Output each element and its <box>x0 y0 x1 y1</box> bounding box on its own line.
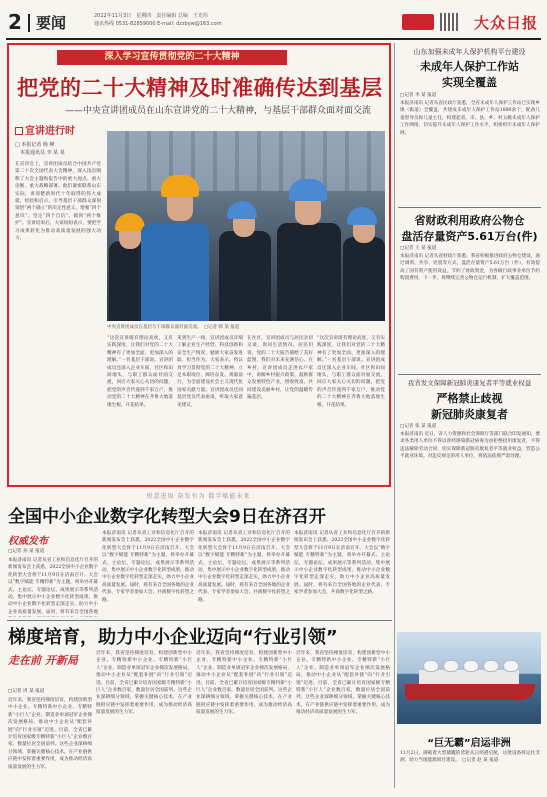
page-number: 2 <box>8 10 22 34</box>
story3-headline-line1: 严格禁止歧视 <box>436 392 503 405</box>
feature-column-2: “这次宣讲既有理论高度，又有实践深度，让我们对党的二十大精神有了更加全面、更加深入的理解。”一名基层干部说。宣讲团成员还深入企业车间、社区和田间地头，与职工群众面对面交流，回应大家关心关切的问题，把党的声音传递到千家万户，推动党的二十大精神在齐鲁大地落地生根、开花结果。 <box>107 336 173 408</box>
story-b-column-2: 近年来，我省坚持梯度培育，构建创新型中小企业、专精特新中小企业、专精特新“小巨人”企业、制造业单项冠军企业梯次发展格局，推动中小企业从“配套补链”向“行业引领”迈进。目前，全省已累计培育国家级专精特新“小巨人”企业数百家，数量位居全国前列。这些企业深耕细分领域，掌握关键核心技术，在产业链供应链中发挥着重要作用，成为推动经济高质量发展的生力军。 <box>96 651 192 716</box>
column-divider <box>394 43 395 788</box>
masthead-meta-line1: 2022年11月3日 星期四 责任编辑 总编 王光伟 <box>94 13 208 19</box>
story3-byline: □记者 张 某 报道 <box>400 424 437 429</box>
section-title: 要闻 <box>36 14 67 32</box>
newspaper-logo: 大众日报 <box>474 14 539 32</box>
story-separator <box>398 207 541 208</box>
feature-banner: 深入学习宣传贯彻党的二十大精神 <box>57 50 287 65</box>
story1-headline-line2: 实现全覆盖 <box>442 76 497 89</box>
story-b-byline: □记者 周 某 报道 <box>8 689 45 694</box>
story3-headline-line2: 新冠肺炎康复者 <box>431 408 508 421</box>
story1-body: 本报济南讯 记者从省民政厅获悉，全省未成年人保护工作站已实现乡镇（街道）全覆盖，共建成未成年人保护工作站1800余个，配备儿童督导员和儿童主任，构建起省、市、县、乡、村五级未成年人保护工作网络，切实提升未成年人保护工作水平，织密织牢未成年人保护网。 <box>400 101 540 136</box>
story1-kicker: 山东加强未成年人保护机构平台建设 <box>413 48 526 56</box>
feature-headline: 把党的二十大精神及时准确传达到基层 <box>17 76 383 100</box>
feature-subhead: ——中央宣讲团成员在山东宣讲党的二十大精神，与基层干部群众面对面交流 <box>65 106 372 116</box>
story2-byline: □记者 王 某 报道 <box>400 246 437 251</box>
story-a-headline: 全国中小企业数字化转型大会9日在济召开 <box>8 507 326 527</box>
feature-photo <box>107 131 385 321</box>
masthead-meta <box>94 12 294 28</box>
masthead-divider <box>28 14 30 32</box>
story-b-column-1: 近年来，我省坚持梯度培育，构建创新型中小企业、专精特新中小企业、专精特新“小巨人”企业、制造业单项冠军企业梯次发展格局，推动中小企业从“配套补链”向“行业引领”迈进。目前，全省已累计培育国家级专精特新“小巨人”企业数百家，数量位居全国前列。这些企业深耕细分领域，掌握关键核心技术，在产业链供应链中发挥着重要作用，成为推动经济高质量发展的生力军。 <box>8 698 92 770</box>
story2-body: 本报济南讯 记者从省财政厅获悉，我省积极推进政府公物仓建设，通过调剂、共享、处置等方式，盘活存量资产5.61万台（件），有效提高了国有资产使用效益，节约了财政资金，为各级行政事业单位节约购置费用。下一步，将继续完善公物仓运行机制，扩大覆盖范围。 <box>400 254 540 282</box>
story1-headline-line1: 未成年人保护工作站 <box>420 60 519 73</box>
story-a-column-4: 本报济南讯 记者从省工业和信息化厅召开的新闻发布会上获悉，2022全国中小企业数字化转型大会将于11月9日在济南召开。大会以“数字赋能 专精特新”为主题，将举办开幕式、主论坛、专题论坛、成果展示等系列活动，集中展示中小企业数字化转型成果，推动中小企业数字化转型走深走实，助力中小企业高质量发展。届时，将有来自全国各地的企业代表、专家学者参加大会，共商数字化转型之路。 <box>294 531 390 596</box>
masthead <box>6 6 541 40</box>
story-a-byline: □记者 孙 某 报道 <box>8 549 45 554</box>
ship-photo-caption: 11月2日，满载着大型储罐的货轮从日照港启航，这批设备将运往非洲，助力当地能源项目建设。 □记者 赵 某 报道 <box>400 751 540 764</box>
story2-headline-line2: 盘活存量资产5.61万台(件) <box>401 230 538 243</box>
story-b-kicker: 走在前 开新局 <box>8 654 78 667</box>
qr-code-icon <box>440 13 458 31</box>
feature-kicker-label: 宣讲进行时 <box>25 126 75 137</box>
ship-photo-title: “巨无霸”启运非洲 <box>427 738 511 749</box>
feature-kicker <box>15 122 75 137</box>
story-separator <box>7 620 392 621</box>
story2-headline-line1: 省财政利用政府公物仓 <box>414 214 525 227</box>
story-b-headline: 梯度培育，助力中小企业迈向“行业引领” <box>8 627 338 648</box>
story3-kicker: 我省发文保障新冠肺炎康复者平等就业权益 <box>407 379 532 387</box>
story-a-column-3: 本报济南讯 记者从省工业和信息化厅召开的新闻发布会上获悉，2022全国中小企业数字化转型大会将于11月9日在济南召开。大会以“数字赋能 专精特新”为主题，将举办开幕式、主论坛、专题论坛、成果展示等系列活动，集中展示中小企业数字化转型成果，推动中小企业数字化转型走深走实，助力中小企业高质量发展。届时，将有来自全国各地的企业代表、专家学者参加大会，共商数字化转型之路。 <box>198 531 290 603</box>
masthead-meta-line2: 通讯热线 0531-82859000 E-mail: dzzbyw@163.com <box>94 21 222 27</box>
feature-column-4: 在社区，宣讲团成员与居民亲切交谈，询问生活情况。居民们说，党的二十大报告描绘了美好蓝图，我们对未来充满信心。在乡村，宣讲团成员走进农户家中，讲解乡村振兴政策，鼓励群众发展特色产业，增收致富，共同建设美丽乡村，让党的温暖传遍基层。 <box>247 336 313 401</box>
story-a-column-2: 本报济南讯 记者从省工业和信息化厅召开的新闻发布会上获悉，2022全国中小企业数字化转型大会将于11月9日在济南召开。大会以“数字赋能 专精特新”为主题，将举办开幕式、主论坛、专题论坛、成果展示等系列活动，集中展示中小企业数字化转型成果，推动中小企业数字化转型走深走实，助力中小企业高质量发展。届时，将有来自全国各地的企业代表、专家学者参加大会，共商数字化转型之路。 <box>102 531 194 603</box>
feature-column-3: 来到生产一线，宣讲团成员详细了解企业生产经营、科技创新和安全生产情况，勉励大家奋发进取、担当作为。大家表示，将认真学习贯彻党的二十大精神，立足本职岗位，踔厉奋发、勇毅前行，为全面建设社会主义现代化国家贡献力量。宣讲团成员还同基层党员代表座谈，听取大家意见建议。 <box>177 336 243 408</box>
story-separator <box>398 374 541 375</box>
story-a-column-1: 本报济南讯 记者从省工业和信息化厅召开的新闻发布会上获悉，2022全国中小企业数字化转型大会将于11月9日在济南召开。大会以“数字赋能 专精特新”为主题，将举办开幕式、主论坛、专题论坛、成果展示等系列活动，集中展示中小企业数字化转型成果，推动中小企业数字化转型走深走实，助力中小企业高质量发展。届时，将有来自全国各地 <box>8 558 98 615</box>
feature-byline: □ 本报记者 杨 峰 本报通讯员 李 某 某 <box>15 142 65 156</box>
story1-byline: □记者 李 某 报道 <box>400 93 437 98</box>
slogan-strip: 锐意进取 奋发有为 数字赋能未来 <box>146 493 251 500</box>
feature-article <box>7 43 391 487</box>
feature-photo-caption: 中央宣讲团成员在基层与干部群众面对面交流。 □记者 韩 某 报道 <box>107 325 240 330</box>
ship-photo <box>397 632 541 724</box>
story-b-column-4: 近年来，我省坚持梯度培育，构建创新型中小企业、专精特新中小企业、专精特新“小巨人”企业、制造业单项冠军企业梯次发展格局，推动中小企业从“配套补链”向“行业引领”迈进。目前，全省已累计培育国家级专精特新“小巨人”企业数百家，数量位居全国前列。这些企业深耕细分领域，掌握关键核心技术，在产业链供应链中发挥着重要作用，成为推动经济高质量发展的生力军。 <box>296 651 390 716</box>
story-a-kicker: 权威发布 <box>8 536 48 547</box>
story-b-column-3: 近年来，我省坚持梯度培育，构建创新型中小企业、专精特新中小企业、专精特新“小巨人”企业、制造业单项冠军企业梯次发展格局，推动中小企业从“配套补链”向“行业引领”迈进。目前，全省已累计培育国家级专精特新“小巨人”企业数百家，数量位居全国前列。这些企业深耕细分领域，掌握关键核心技术，在产业链供应链中发挥着重要作用，成为推动经济高质量发展的生力军。 <box>196 651 292 716</box>
kicker-flag-icon <box>15 127 23 135</box>
brand-badge-icon <box>402 14 434 30</box>
story3-body: 本报济南讯 近日，省人力资源和社会保障厅等部门联合印发通知，要求各类用人单位不得以曾经感染新冠病毒为由拒绝招用康复者，不得违法解除劳动合同，切实保障新冠肺炎康复者平等就业权益，营造公平就业环境。对违反规定的用人单位，将依法依规严肃处理。 <box>400 432 540 460</box>
feature-column-1: 在宣讲会上，宣讲团成员结合中国共产党第二十次全国代表大会精神，深入浅出阐释了大会主题和报告中的重大观点、重大论断、重大战略部署。他们紧密联系山东实际，讲清楚新时代十年取得的伟大成就、经验和启示，引导基层干部群众深刻领悟“两个确立”的决定性意义，增强“四个意识”、坚定“四个自信”、做到“两个维护”。宣讲结束后，大家纷纷表示，要把学习成果转化为推动高质量发展的强大动力。 <box>15 162 101 242</box>
feature-column-5: “这次宣讲既有理论高度，又有实践深度，让我们对党的二十大精神有了更加全面、更加深入的理解。”一名基层干部说。宣讲团成员还深入企业车间、社区和田间地头，与职工群众面对面交流，回应大家关心关切的问题，把党的声音传递到千家万户，推动党的二十大精神在齐鲁大地落地生根、开花结果。 <box>317 336 385 408</box>
